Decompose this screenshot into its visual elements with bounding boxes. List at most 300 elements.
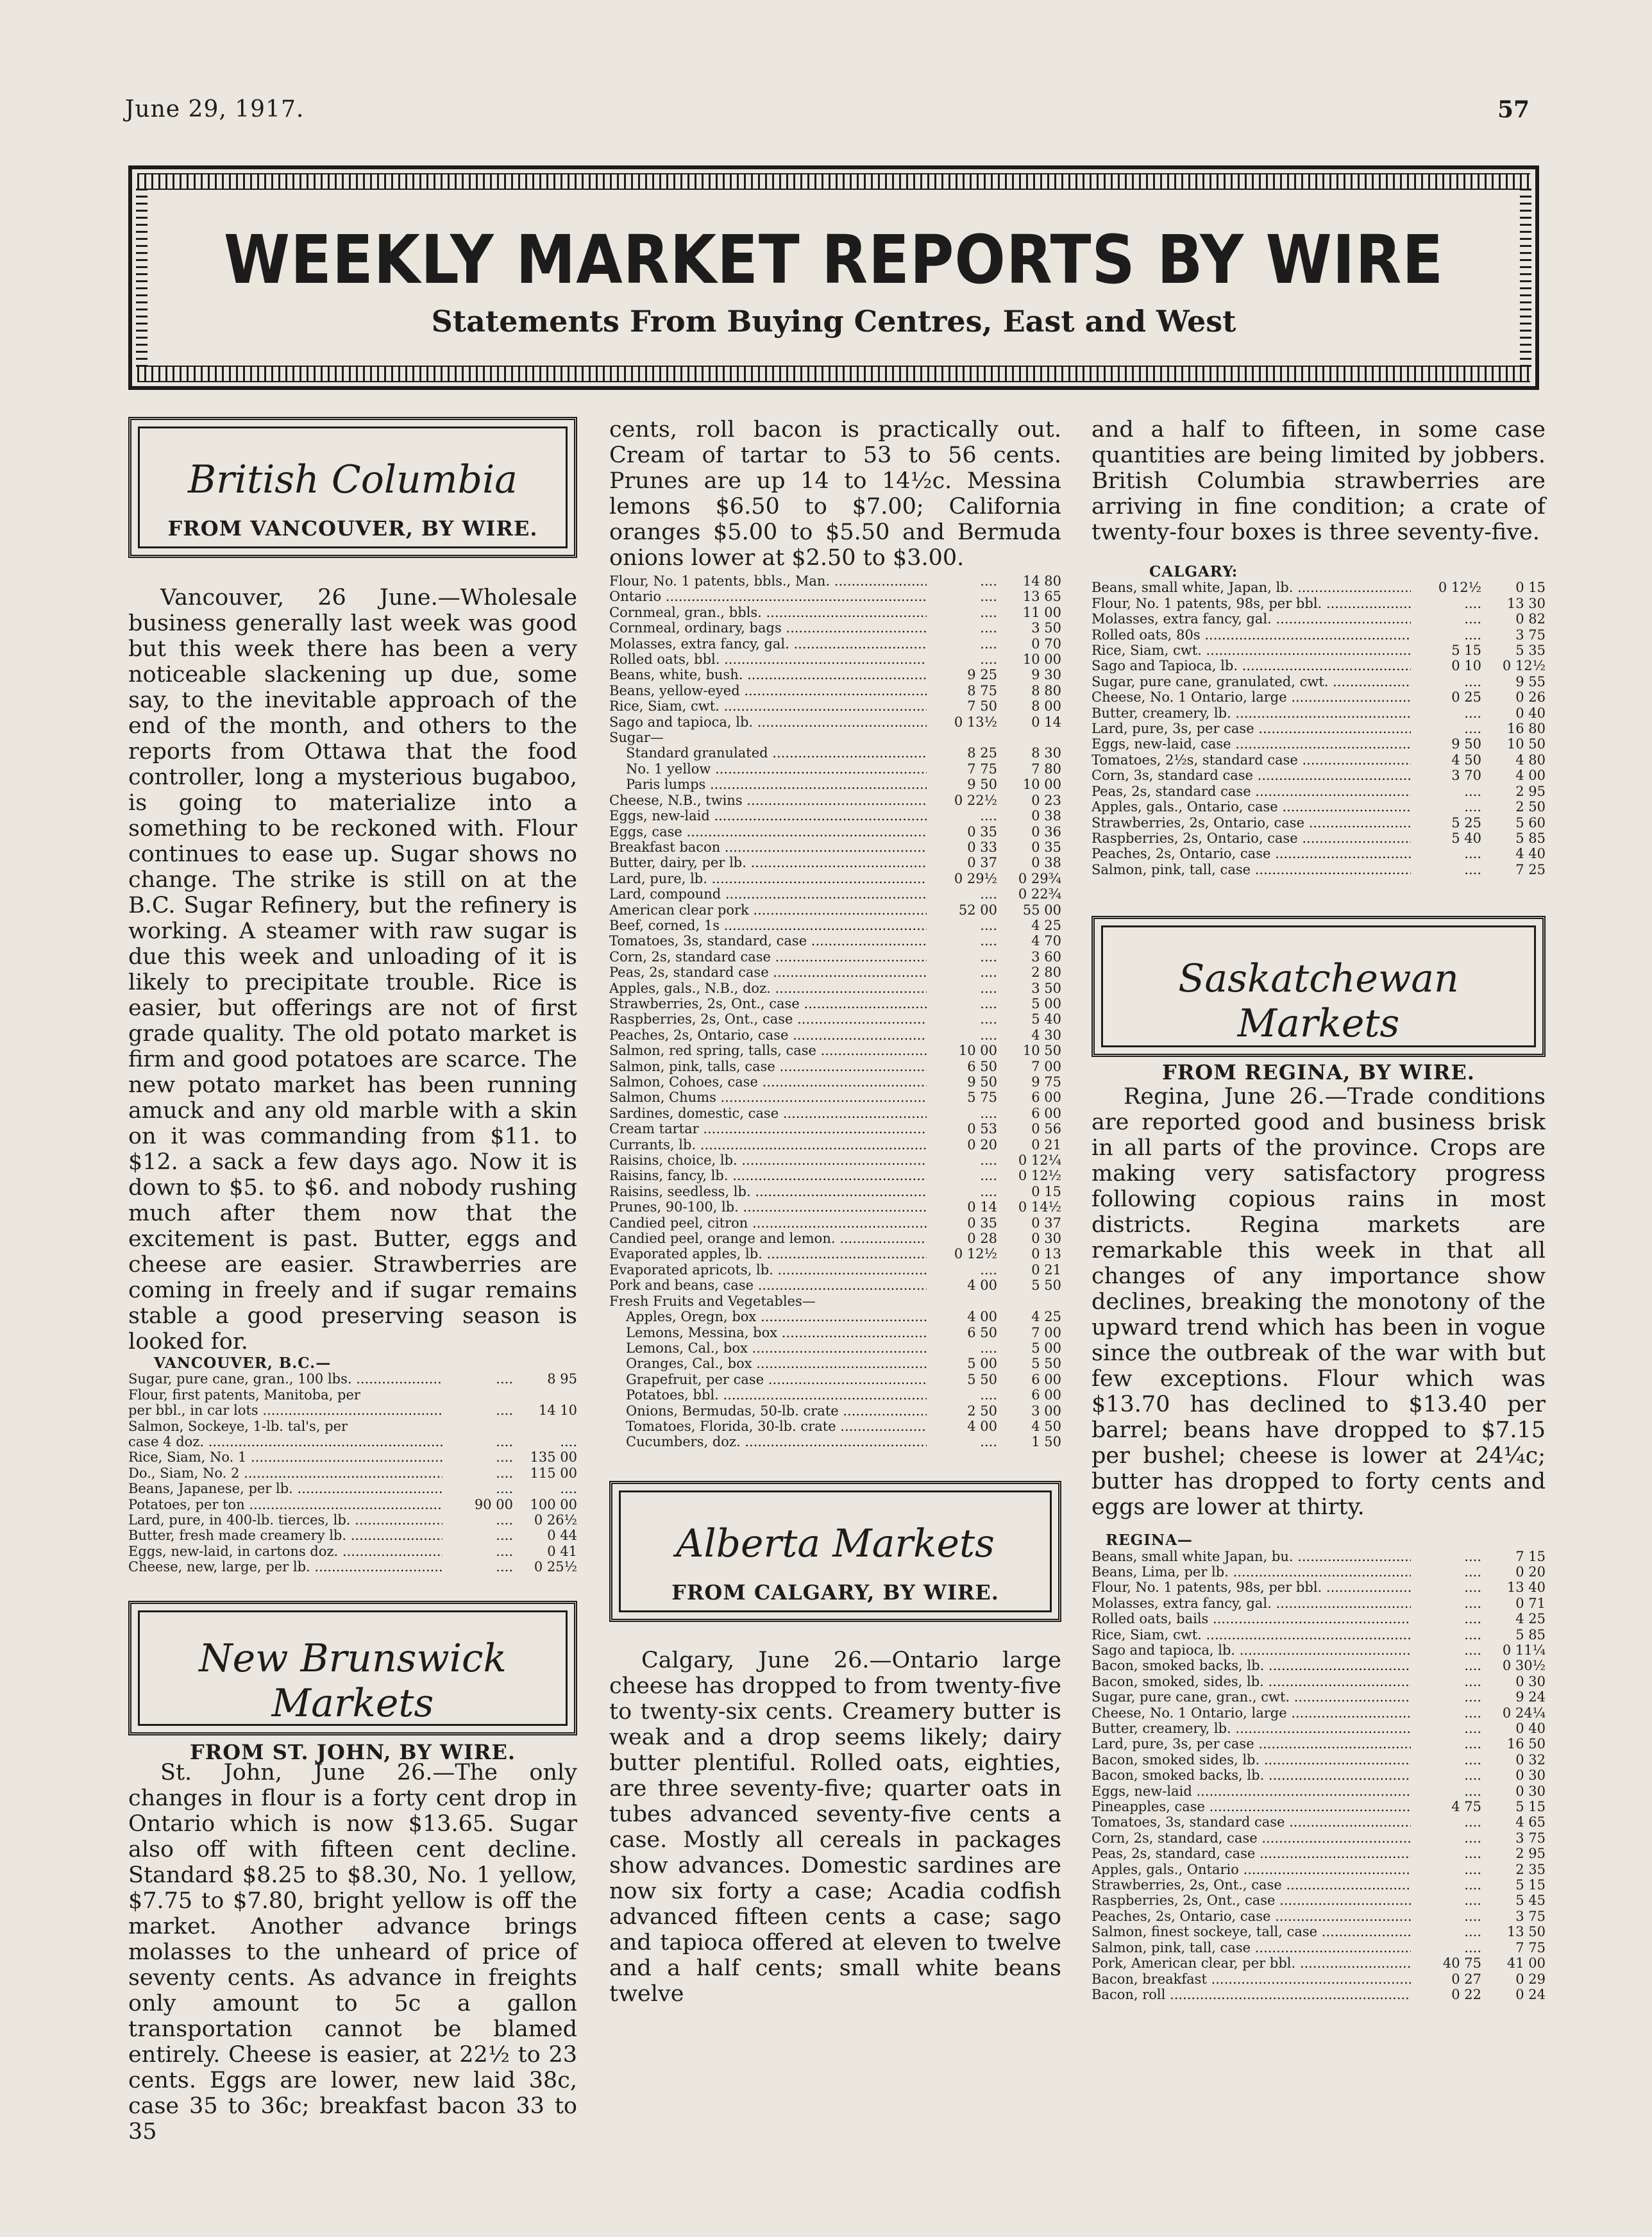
price-low: .... — [980, 1168, 997, 1184]
column-2 — [609, 417, 1061, 2007]
sk-section-header — [1092, 916, 1546, 1085]
price-high: 135 00 — [530, 1449, 577, 1465]
price-high: .... — [560, 1481, 577, 1497]
price-row — [609, 1199, 1061, 1215]
price-high: 6 00 — [1031, 1090, 1061, 1106]
commodity-name: Strawberries, 2s, Ont., case ..... — [609, 996, 927, 1011]
price-high: 10 00 — [1022, 652, 1061, 668]
price-low: .... — [1464, 861, 1481, 877]
price-high: 0 14½ — [1018, 1199, 1061, 1215]
commodity-name: Candied peel, orange and lemon. ..... — [609, 1231, 927, 1246]
price-row — [1092, 1924, 1546, 1939]
price-high: 2 95 — [1515, 783, 1546, 799]
price-low: .... — [1464, 673, 1481, 689]
price-low: .... — [980, 1387, 997, 1403]
price-row — [1092, 1736, 1546, 1752]
commodity-name: Oranges, Cal., box ..... — [609, 1356, 927, 1371]
price-high: 4 65 — [1515, 1814, 1546, 1830]
price-high: 55 00 — [1022, 902, 1061, 918]
page-title: WEEKLY MARKET REPORTS BY WIRE — [223, 221, 1444, 299]
price-row — [609, 1356, 1061, 1371]
commodity-name: Beans, small white Japan, bu. ..... — [1092, 1549, 1411, 1564]
price-row — [1092, 846, 1546, 861]
price-low: .... — [980, 636, 997, 652]
price-high: 5 40 — [1031, 1011, 1061, 1027]
commodity-name: Salmon, Chums ..... — [609, 1090, 927, 1105]
price-low: .... — [980, 573, 997, 589]
commodity-name: Butter, creamery, lb. ..... — [1092, 1721, 1411, 1736]
price-row — [609, 840, 1061, 855]
price-low: .... — [1464, 1642, 1481, 1658]
price-high: 3 75 — [1515, 627, 1546, 643]
price-low: 5 50 — [967, 1371, 997, 1387]
price-high: 0 30 — [1515, 1783, 1546, 1799]
commodity-name: Lard, pure, in 400-lb. tierces, lb. ..... — [128, 1512, 442, 1528]
commodity-name: Currants, lb. ..... — [609, 1137, 927, 1152]
price-low: .... — [1464, 1861, 1481, 1877]
price-low: .... — [1464, 1564, 1481, 1580]
ab-title: Alberta Markets — [676, 1521, 995, 1566]
price-row — [609, 1027, 1061, 1043]
regina-table-header: REGINA— — [1106, 1532, 1193, 1549]
price-high: 0 30 — [1031, 1231, 1061, 1247]
price-row — [609, 1372, 1061, 1387]
price-high: 7 15 — [1515, 1548, 1546, 1564]
regina-price-table — [1092, 1533, 1546, 2002]
commodity-name: Peaches, 2s, Ontario, case ..... — [609, 1027, 927, 1043]
price-low: .... — [980, 1011, 997, 1027]
price-high: 5 15 — [1515, 1799, 1546, 1815]
price-row — [1092, 1564, 1546, 1580]
commodity-name: Corn, 2s, standard case ..... — [609, 949, 927, 965]
price-low: .... — [980, 995, 997, 1011]
price-low: .... — [1464, 627, 1481, 643]
price-low: 0 14 — [967, 1199, 997, 1215]
price-low: .... — [980, 652, 997, 668]
price-high: 7 80 — [1031, 761, 1061, 777]
commodity-name: case 4 doz. ..... — [128, 1434, 442, 1449]
price-row — [1092, 799, 1546, 815]
commodity-name: Raisins, fancy, lb. ..... — [609, 1168, 927, 1183]
price-low: .... — [980, 965, 997, 981]
commodity-name: Butter, fresh made creamery lb. ..... — [128, 1528, 442, 1543]
price-row — [609, 886, 1061, 902]
price-low: .... — [1464, 846, 1481, 862]
price-high: 8 80 — [1031, 682, 1061, 698]
commodity-name: Flour, No. 1 patents, bbls., Man. ..... — [609, 573, 927, 589]
vancouver-price-table — [128, 1356, 577, 1575]
price-row — [1092, 627, 1546, 643]
masthead-banner — [128, 165, 1539, 390]
price-high: 5 85 — [1515, 830, 1546, 846]
price-high: 0 41 — [547, 1543, 577, 1559]
price-row — [128, 1497, 577, 1512]
price-high: 3 75 — [1515, 1830, 1546, 1846]
price-low: .... — [1464, 1673, 1481, 1689]
commodity-name: Beans, yellow-eyed ..... — [609, 683, 927, 698]
price-row — [1092, 1940, 1546, 1955]
price-low: .... — [496, 1543, 513, 1559]
ab-section-header — [609, 1481, 1061, 1622]
price-high: 4 50 — [1031, 1418, 1061, 1434]
price-row — [609, 981, 1061, 996]
price-high: 100 00 — [530, 1496, 577, 1512]
price-high: 0 37 — [1031, 1215, 1061, 1231]
st-john-price-table — [609, 573, 1061, 1450]
price-row — [609, 902, 1061, 918]
price-high: 7 75 — [1515, 1939, 1546, 1955]
price-low: .... — [1464, 1595, 1481, 1611]
commodity-name: Rice, Siam, No. 1 ..... — [128, 1449, 442, 1465]
price-row — [1092, 1909, 1546, 1924]
commodity-name: Eggs, new-laid ..... — [609, 808, 927, 823]
price-row — [128, 1403, 577, 1418]
price-low: .... — [1464, 595, 1481, 611]
price-high: 115 00 — [530, 1465, 577, 1481]
calgary-table-header: CALGARY: — [1149, 563, 1238, 580]
issue-date: June 29, 1917. — [125, 96, 305, 122]
commodity-name: Rolled oats, bails ..... — [1092, 1611, 1411, 1626]
price-low: 0 20 — [967, 1136, 997, 1152]
price-row — [609, 855, 1061, 870]
price-high: 0 24 — [1515, 1986, 1546, 2002]
commodity-name: Beans, Japanese, per lb. ..... — [128, 1481, 442, 1496]
price-low: 0 22 — [1451, 1986, 1481, 2002]
commodity-name: Apples, gals., N.B., doz. ..... — [609, 981, 927, 996]
price-low: .... — [980, 1434, 997, 1450]
price-low: .... — [980, 980, 997, 996]
price-low: 7 75 — [967, 761, 997, 777]
price-high: 9 24 — [1515, 1689, 1546, 1705]
price-low: 4 50 — [1451, 752, 1481, 768]
commodity-name: Sardines, domestic, case ..... — [609, 1106, 927, 1121]
commodity-name: Salmon, finest sockeye, tall, case ..... — [1092, 1924, 1411, 1939]
commodity-name: Salmon, red spring, talls, case ..... — [609, 1043, 927, 1058]
commodity-name: Lard, pure, 3s, per case ..... — [1092, 1736, 1411, 1752]
commodity-name: Cheese, new, large, per lb. ..... — [128, 1559, 442, 1574]
price-high: 0 29¾ — [1018, 870, 1061, 886]
commodity-name: Tomatoes, Florida, 30-lb. crate ..... — [609, 1419, 927, 1434]
price-low: 4 00 — [967, 1418, 997, 1434]
price-low: .... — [1464, 1658, 1481, 1674]
commodity-name: Paris lumps ..... — [609, 777, 927, 792]
price-row — [1092, 862, 1546, 877]
price-high: 0 56 — [1031, 1121, 1061, 1137]
price-row — [609, 1152, 1061, 1168]
price-high: 4 25 — [1515, 1611, 1546, 1627]
price-low: .... — [980, 1262, 997, 1278]
price-row — [1092, 1846, 1546, 1861]
price-high: 9 55 — [1515, 673, 1546, 689]
commodity-name: Salmon, pink, tall, case ..... — [1092, 1940, 1411, 1955]
column-1 — [128, 417, 577, 2145]
commodity-name: American clear pork ..... — [609, 902, 927, 918]
price-high: 4 30 — [1031, 1027, 1061, 1043]
price-low: .... — [1464, 1783, 1481, 1799]
price-row — [1092, 1877, 1546, 1893]
price-low: 8 25 — [967, 745, 997, 761]
price-low: 0 35 — [967, 823, 997, 840]
commodity-name: Eggs, case ..... — [609, 824, 927, 840]
commodity-name: Salmon, Cohoes, case ..... — [609, 1074, 927, 1090]
price-row — [1092, 1830, 1546, 1846]
price-low: 9 25 — [967, 667, 997, 683]
price-low: .... — [980, 1152, 997, 1169]
price-high: 0 25½ — [534, 1559, 577, 1575]
price-row — [609, 949, 1061, 965]
price-low: 0 12½ — [954, 1246, 997, 1262]
price-row — [609, 667, 1061, 682]
price-high: 7 00 — [1031, 1324, 1061, 1340]
commodity-name: Rice, Siam, cwt. ..... — [609, 698, 927, 714]
commodity-name: Bacon, smoked, sides, lb. ..... — [1092, 1674, 1411, 1689]
commodity-name: Lard, pure, lb. ..... — [609, 871, 927, 886]
commodity-name: Cucumbers, doz. ..... — [609, 1434, 927, 1449]
commodity-name: Pork and beans, case ..... — [609, 1278, 927, 1293]
price-low: .... — [1464, 1893, 1481, 1909]
commodity-name: Apples, gals., Ontario ..... — [1092, 1862, 1411, 1877]
nb-dateline: FROM ST. JOHN, BY WIRE. — [189, 1739, 516, 1764]
price-row — [609, 652, 1061, 667]
price-row — [609, 933, 1061, 949]
price-high: 14 10 — [538, 1403, 577, 1419]
price-high: 7 25 — [1515, 861, 1546, 877]
commodity-name: Peas, 2s, standard case ..... — [1092, 784, 1411, 799]
price-low: .... — [496, 1403, 513, 1419]
price-row — [609, 793, 1061, 808]
price-high: 5 00 — [1031, 995, 1061, 1011]
price-low: 6 50 — [967, 1058, 997, 1074]
price-high: 4 80 — [1515, 752, 1546, 768]
price-row — [609, 698, 1061, 714]
price-low: 0 53 — [967, 1121, 997, 1137]
price-row — [609, 1059, 1061, 1074]
price-high: 0 20 — [1515, 1564, 1546, 1580]
price-high: 0 44 — [547, 1528, 577, 1544]
price-row — [1092, 721, 1546, 736]
commodity-name: Tomatoes, 3s, standard case ..... — [1092, 1814, 1411, 1830]
price-row — [1092, 784, 1546, 799]
commodity-name: Corn, 3s, standard case ..... — [1092, 768, 1411, 783]
price-high: 14 80 — [1022, 573, 1061, 589]
price-high: 0 12½ — [1502, 658, 1546, 674]
column-3 — [1092, 417, 1546, 2002]
price-low: .... — [496, 1559, 513, 1575]
price-row — [1092, 1627, 1546, 1642]
commodity-name: Molasses, extra fancy, gal. ..... — [1092, 611, 1411, 627]
price-high: 5 85 — [1515, 1626, 1546, 1642]
price-high: 4 00 — [1515, 768, 1546, 784]
commodity-name: Strawberries, 2s, Ont., case ..... — [1092, 1877, 1411, 1893]
nb-section-header — [128, 1601, 577, 1764]
price-row — [609, 1121, 1061, 1136]
price-row — [1092, 580, 1546, 595]
price-row — [609, 714, 1061, 730]
price-low: .... — [980, 949, 997, 965]
price-row — [128, 1559, 577, 1574]
price-low: .... — [1464, 1908, 1481, 1924]
price-high: 0 23 — [1031, 792, 1061, 808]
price-low: .... — [980, 1183, 997, 1199]
nb-report-text: St. John, June 26.—The only changes in flour is a forty cent drop in Ontario which is now $13.65. Sugar also off with fifteen cent decline. Standard $8.25 to $8.30, No. 1 yellow, $7.75 to $7.80, bright yellow is off the market. Another advance brings molasses to the unheard of price of seventy cents. As advance in freights only amount to 5c a gallon transportation cannot be blamed entirely. Cheese is easier, at 22½ to 23 cents. Eggs are lower, new laid 38c, case 35 to 36c; breakfast bacon 33 to 35 — [128, 1759, 577, 2145]
price-high: 8 00 — [1031, 698, 1061, 714]
price-row — [609, 620, 1061, 636]
price-high: 5 50 — [1031, 1278, 1061, 1294]
price-high: 4 25 — [1031, 917, 1061, 933]
price-row — [1092, 1971, 1546, 1987]
price-row — [609, 683, 1061, 698]
price-high: 3 00 — [1031, 1403, 1061, 1419]
price-high: 0 32 — [1515, 1752, 1546, 1768]
price-row — [609, 1090, 1061, 1105]
price-high: 3 60 — [1031, 949, 1061, 965]
price-high: 2 35 — [1515, 1861, 1546, 1877]
commodity-name: Raisins, choice, lb. ..... — [609, 1152, 927, 1168]
price-row — [609, 777, 1061, 792]
price-row — [609, 1246, 1061, 1262]
price-row — [609, 918, 1061, 933]
price-row — [609, 1262, 1061, 1278]
ornamental-rule-top — [137, 173, 1530, 190]
price-low: .... — [980, 933, 997, 949]
commodity-name: Evaporated apples, lb. ..... — [609, 1246, 927, 1262]
price-row — [1092, 1611, 1546, 1626]
price-low: .... — [1464, 1580, 1481, 1596]
commodity-name: Sago and tapioca, lb. ..... — [1092, 1642, 1411, 1658]
price-high: 16 50 — [1506, 1736, 1546, 1752]
commodity-name: Lemons, Cal., box ..... — [609, 1340, 927, 1356]
price-low: 5 25 — [1451, 815, 1481, 831]
ab-report-text: Calgary, June 26.—Ontario large cheese has dropped to from twenty-five to twenty-six cents. Creamery butter is weak and a drop seems likely; dairy butter plentiful. Rolled oats, eighties, are three seventy-five; quarter oats in tubes advanced seventy-five cents a case. Mostly all cereals in packages show advances. Domestic sardines are now six forty a case; Acadia codfish advanced fifteen cents a case; sago and tapioca offered at eleven to twelve and a half cents; small white beans twelve — [609, 1647, 1061, 2007]
commodity-name: Peaches, 2s, Ontario, case ..... — [1092, 1909, 1411, 1924]
price-high: 0 30½ — [1502, 1658, 1546, 1674]
price-low: 0 37 — [967, 855, 997, 871]
commodity-name: Ontario ..... — [609, 589, 927, 604]
price-high: 0 11¼ — [1502, 1642, 1546, 1658]
price-high: 3 50 — [1031, 980, 1061, 996]
price-high: 0 12¼ — [1018, 1152, 1061, 1169]
price-row — [609, 1215, 1061, 1231]
calgary-price-table — [1092, 564, 1546, 877]
price-row — [609, 1325, 1061, 1340]
price-low: .... — [1464, 1768, 1481, 1784]
commodity-name: Onions, Bermudas, 50-lb. crate ..... — [609, 1403, 927, 1419]
price-row — [1092, 611, 1546, 627]
price-high: 0 14 — [1031, 714, 1061, 730]
price-high: 0 30 — [1515, 1673, 1546, 1689]
price-high: 7 00 — [1031, 1058, 1061, 1074]
price-low: 5 15 — [1451, 643, 1481, 659]
price-row — [1092, 1784, 1546, 1799]
price-row — [609, 589, 1061, 604]
price-low: 5 40 — [1451, 830, 1481, 846]
commodity-name: Butter, dairy, per lb. ..... — [609, 855, 927, 870]
price-low: 4 00 — [967, 1309, 997, 1325]
price-row — [609, 1106, 1061, 1121]
price-high: 0 29 — [1515, 1971, 1546, 1987]
price-low: 0 12½ — [1438, 580, 1481, 596]
ab-report-text-continued: and a half to fifteen, in some case quantities are being limited by jobbers. British Columbia strawberries are arriving in fine condition; a crate of twenty-four boxes is three seventy-five. — [1092, 417, 1546, 545]
price-low: .... — [980, 1027, 997, 1043]
price-row — [609, 573, 1061, 589]
commodity-name: Sago and tapioca, lb. ..... — [609, 714, 927, 730]
price-low: .... — [1464, 1548, 1481, 1564]
commodity-name: Do., Siam, No. 2 ..... — [128, 1465, 442, 1481]
commodity-name: Peas, 2s, standard case ..... — [609, 965, 927, 980]
commodity-name: Pork, American clear, per bbl. ..... — [1092, 1955, 1411, 1971]
price-high: 0 13 — [1031, 1246, 1061, 1262]
commodity-name: Lard, pure, 3s, per case ..... — [1092, 721, 1411, 736]
sk-dateline: FROM REGINA, BY WIRE. — [1162, 1060, 1475, 1085]
sk-report-text: Regina, June 26.—Trade conditions are reported good and business brisk in all parts of the province. Crops are making very satisfactory progress following copious rains in most districts. Regina markets are remarkable this week in that all changes of any importance show declines, breaking the monotony of the upward trend which has been in vogue since the outbreak of the war with but few exceptions. Flour which was $13.70 has declined to $13.40 per barrel; beans have dropped to $7.15 per bushel; cheese is lower at 24¼c; butter has dropped to forty cents and eggs are lower at thirty. — [1092, 1084, 1546, 1521]
page-number: 57 — [1497, 96, 1530, 123]
commodity-name: Raisins, seedless, lb. ..... — [609, 1184, 927, 1199]
regina-rows — [1092, 1549, 1546, 2003]
price-high: 0 26½ — [534, 1512, 577, 1528]
price-high: 0 40 — [1515, 705, 1546, 721]
price-high: 4 70 — [1031, 933, 1061, 949]
price-row — [1092, 1768, 1546, 1783]
price-high: 0 40 — [1515, 1721, 1546, 1736]
commodity-name: Sago and Tapioca, lb. ..... — [1092, 658, 1411, 673]
price-low: 0 28 — [967, 1231, 997, 1247]
price-low: 9 50 — [1451, 736, 1481, 752]
price-row — [609, 1168, 1061, 1183]
commodity-name: Apples, Oregn, box ..... — [609, 1309, 927, 1324]
price-low: 4 00 — [967, 1278, 997, 1294]
price-row — [1092, 1689, 1546, 1705]
price-low: .... — [980, 886, 997, 902]
price-low: 7 50 — [967, 698, 997, 714]
price-high: 8 95 — [547, 1371, 577, 1387]
commodity-name: Eggs, new-laid, case ..... — [1092, 736, 1411, 752]
price-row — [128, 1449, 577, 1465]
price-high: 10 00 — [1022, 777, 1061, 793]
commodity-name: Bacon, smoked backs, lb. ..... — [1092, 1768, 1411, 1783]
bc-report-text: Vancouver, 26 June.—Wholesale business generally last week was good but this week there has been a very noticeable slackening up due, some say, to the inevitable approach of the end of the month, and others to the reports from Ottawa that the food controller, long a mysterious bugaboo, is going to materialize into a something to be reckoned with. Flour continues to ease up. Sugar shows no change. The strike is still on at the B.C. Sugar Refinery, but the refinery is working. A steamer with raw sugar is due this week and unloading of it is likely to precipitate trouble. Rice is easier, but offerings are not of first grade quality. The old potato market is firm and good potatoes are scarce. The new potato market has been running amuck and any old marble with a skin on it was commanding from $11. to $12. a sack a few days ago. Now it is down to $5. to $6. and nobody rushing much after them now that the excitement is past. Butter, eggs and cheese are easier. Strawberries are coming in freely and if sugar remains stable a good preserving season is looked for. — [128, 585, 577, 1355]
price-row — [609, 1011, 1061, 1027]
price-row — [609, 636, 1061, 652]
price-row — [128, 1528, 577, 1543]
price-high: 13 30 — [1506, 595, 1546, 611]
commodity-name: Pineapples, case ..... — [1092, 1799, 1411, 1814]
price-row — [609, 824, 1061, 840]
commodity-name: Corn, 2s, standard, case ..... — [1092, 1830, 1411, 1846]
price-row — [1092, 1987, 1546, 2002]
price-row — [128, 1434, 577, 1449]
price-high: 3 50 — [1031, 620, 1061, 636]
price-row — [1092, 815, 1546, 831]
price-low: 5 00 — [967, 1356, 997, 1372]
price-row — [1092, 643, 1546, 658]
price-high: 0 30 — [1515, 1768, 1546, 1784]
price-low: .... — [1464, 721, 1481, 737]
price-row — [1092, 736, 1546, 752]
commodity-name: Raspberries, 2s, Ontario, case ..... — [1092, 831, 1411, 846]
price-row — [609, 1231, 1061, 1246]
price-low: .... — [1464, 1689, 1481, 1705]
commodity-name: Peaches, 2s, Ontario, case ..... — [1092, 846, 1411, 861]
price-low: 6 50 — [967, 1324, 997, 1340]
commodity-name: Apples, gals., Ontario, case ..... — [1092, 799, 1411, 815]
price-low: 0 10 — [1451, 658, 1481, 674]
price-high: 5 00 — [1031, 1340, 1061, 1356]
price-low: 52 00 — [958, 902, 997, 918]
commodity-name: Breakfast bacon ..... — [609, 840, 927, 855]
commodity-name: Flour, No. 1 patents, 98s, per bbl. ..... — [1092, 1580, 1411, 1595]
price-high: 2 80 — [1031, 965, 1061, 981]
ornamental-rule-right — [1520, 189, 1531, 367]
